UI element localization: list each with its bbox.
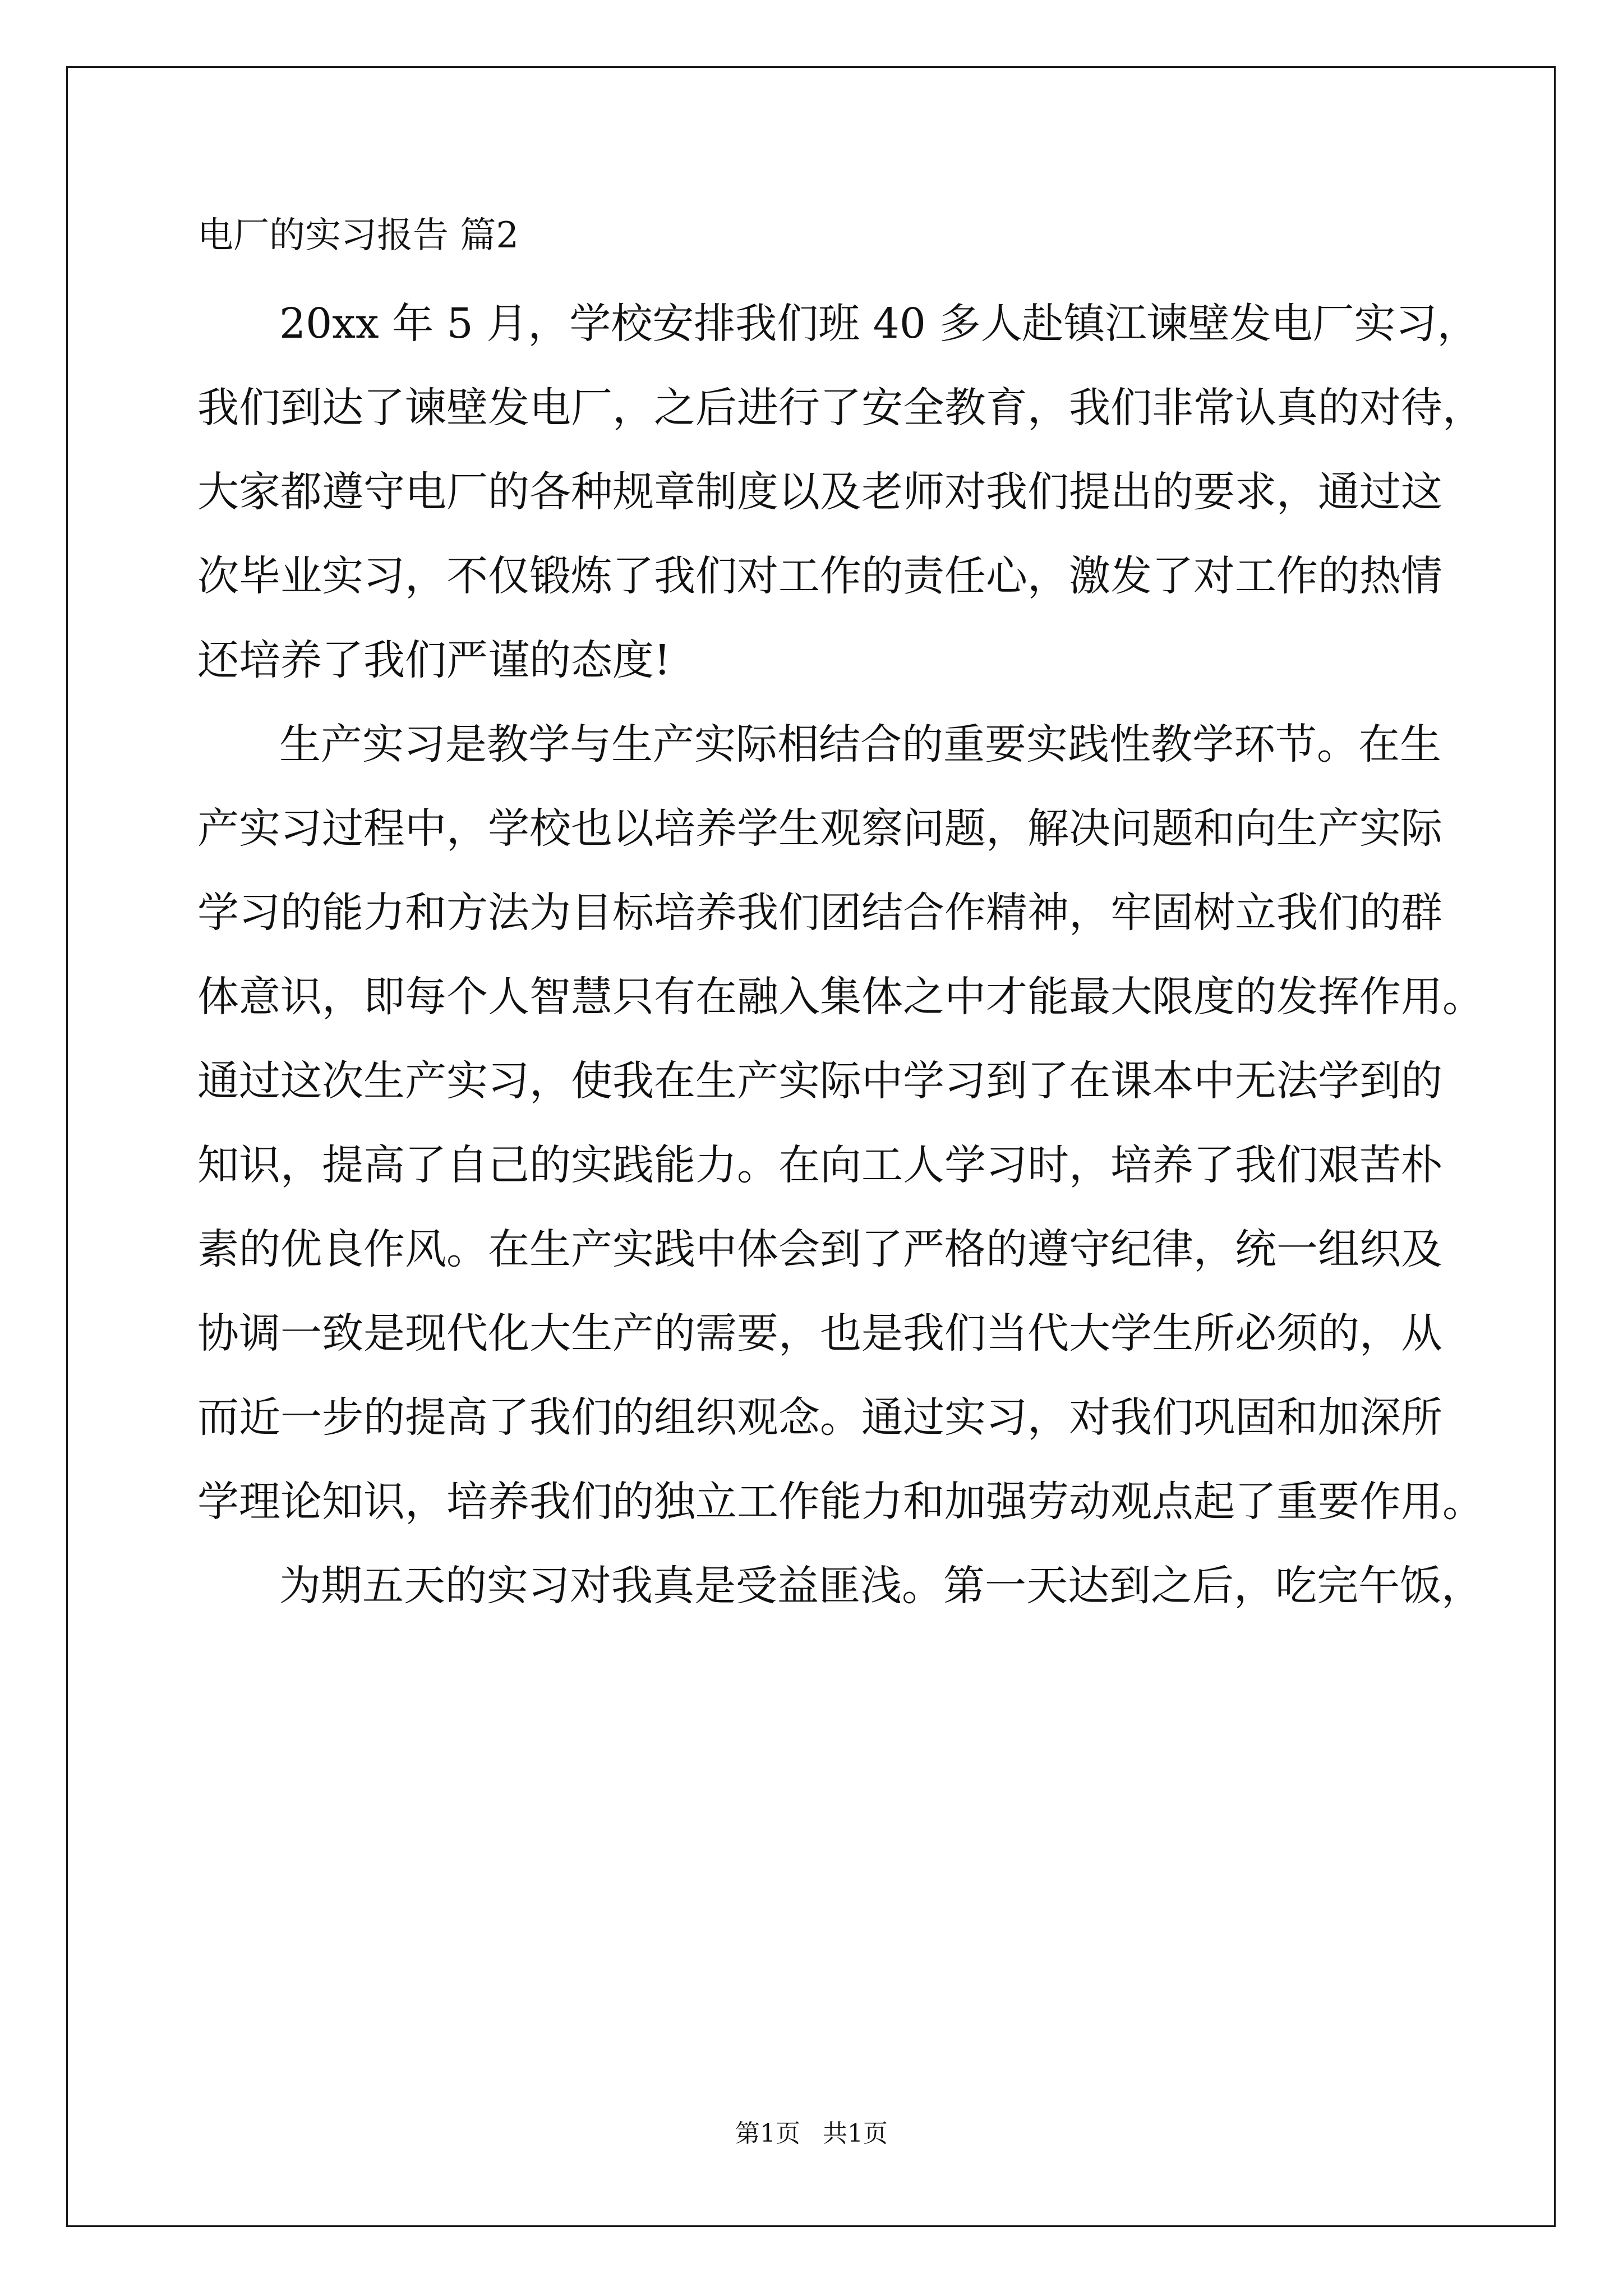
body-line-7: 产实习过程中，学校也以培养学生观察问题，解决问题和向生产实际 <box>197 804 1442 853</box>
body-line-6: 生产实习是教学与生产实际相结合的重要实践性教学环节。在生 <box>279 720 1441 769</box>
body-line-9: 体意识，即每个人智慧只有在融入集体之中才能最大限度的发挥作用。 <box>197 973 1484 1021</box>
body-line-1: 20xx 年 5 月，学校安排我们班 40 多人赴镇江谏壁发电厂实习， <box>279 300 1479 348</box>
body-line-5: 还培养了我们严谨的态度! <box>197 636 671 684</box>
body-line-15: 学理论知识，培养我们的独立工作能力和加强劳动观点起了重要作用。 <box>197 1478 1484 1526</box>
body-line-8: 学习的能力和方法为目标培养我们团结合作精神，牢固树立我们的群 <box>197 889 1442 937</box>
page-total: 共1页 <box>823 2119 888 2148</box>
body-line-3: 大家都遵守电厂的各种规章制度以及老师对我们提出的要求，通过这 <box>197 468 1442 516</box>
body-line-4: 次毕业实习，不仅锻炼了我们对工作的责任心，激发了对工作的热情 <box>197 552 1442 600</box>
body-line-2: 我们到达了谏壁发电厂，之后进行了安全教育，我们非常认真的对待， <box>197 384 1484 432</box>
body-line-12: 素的优良作风。在生产实践中体会到了严格的遵守纪律，统一组织及 <box>197 1225 1442 1273</box>
body-line-14: 而近一步的提高了我们的组织观念。通过实习，对我们巩固和加深所 <box>197 1393 1442 1442</box>
body-line-16: 为期五天的实习对我真是受益匪浅。第一天达到之后，吃完午饭， <box>279 1562 1483 1610</box>
body-line-11: 知识，提高了自己的实践能力。在向工人学习时，培养了我们艰苦朴 <box>197 1141 1442 1189</box>
page-number: 第1页 <box>735 2119 800 2148</box>
body-line-13: 协调一致是现代化大生产的需要，也是我们当代大学生所必须的，从 <box>197 1309 1442 1358</box>
body-line-10: 通过这次生产实习，使我在生产实际中学习到了在课本中无法学到的 <box>197 1057 1442 1105</box>
page-footer <box>0 2119 1623 2148</box>
document-title: 电厂的实习报告 篇2 <box>197 215 519 256</box>
